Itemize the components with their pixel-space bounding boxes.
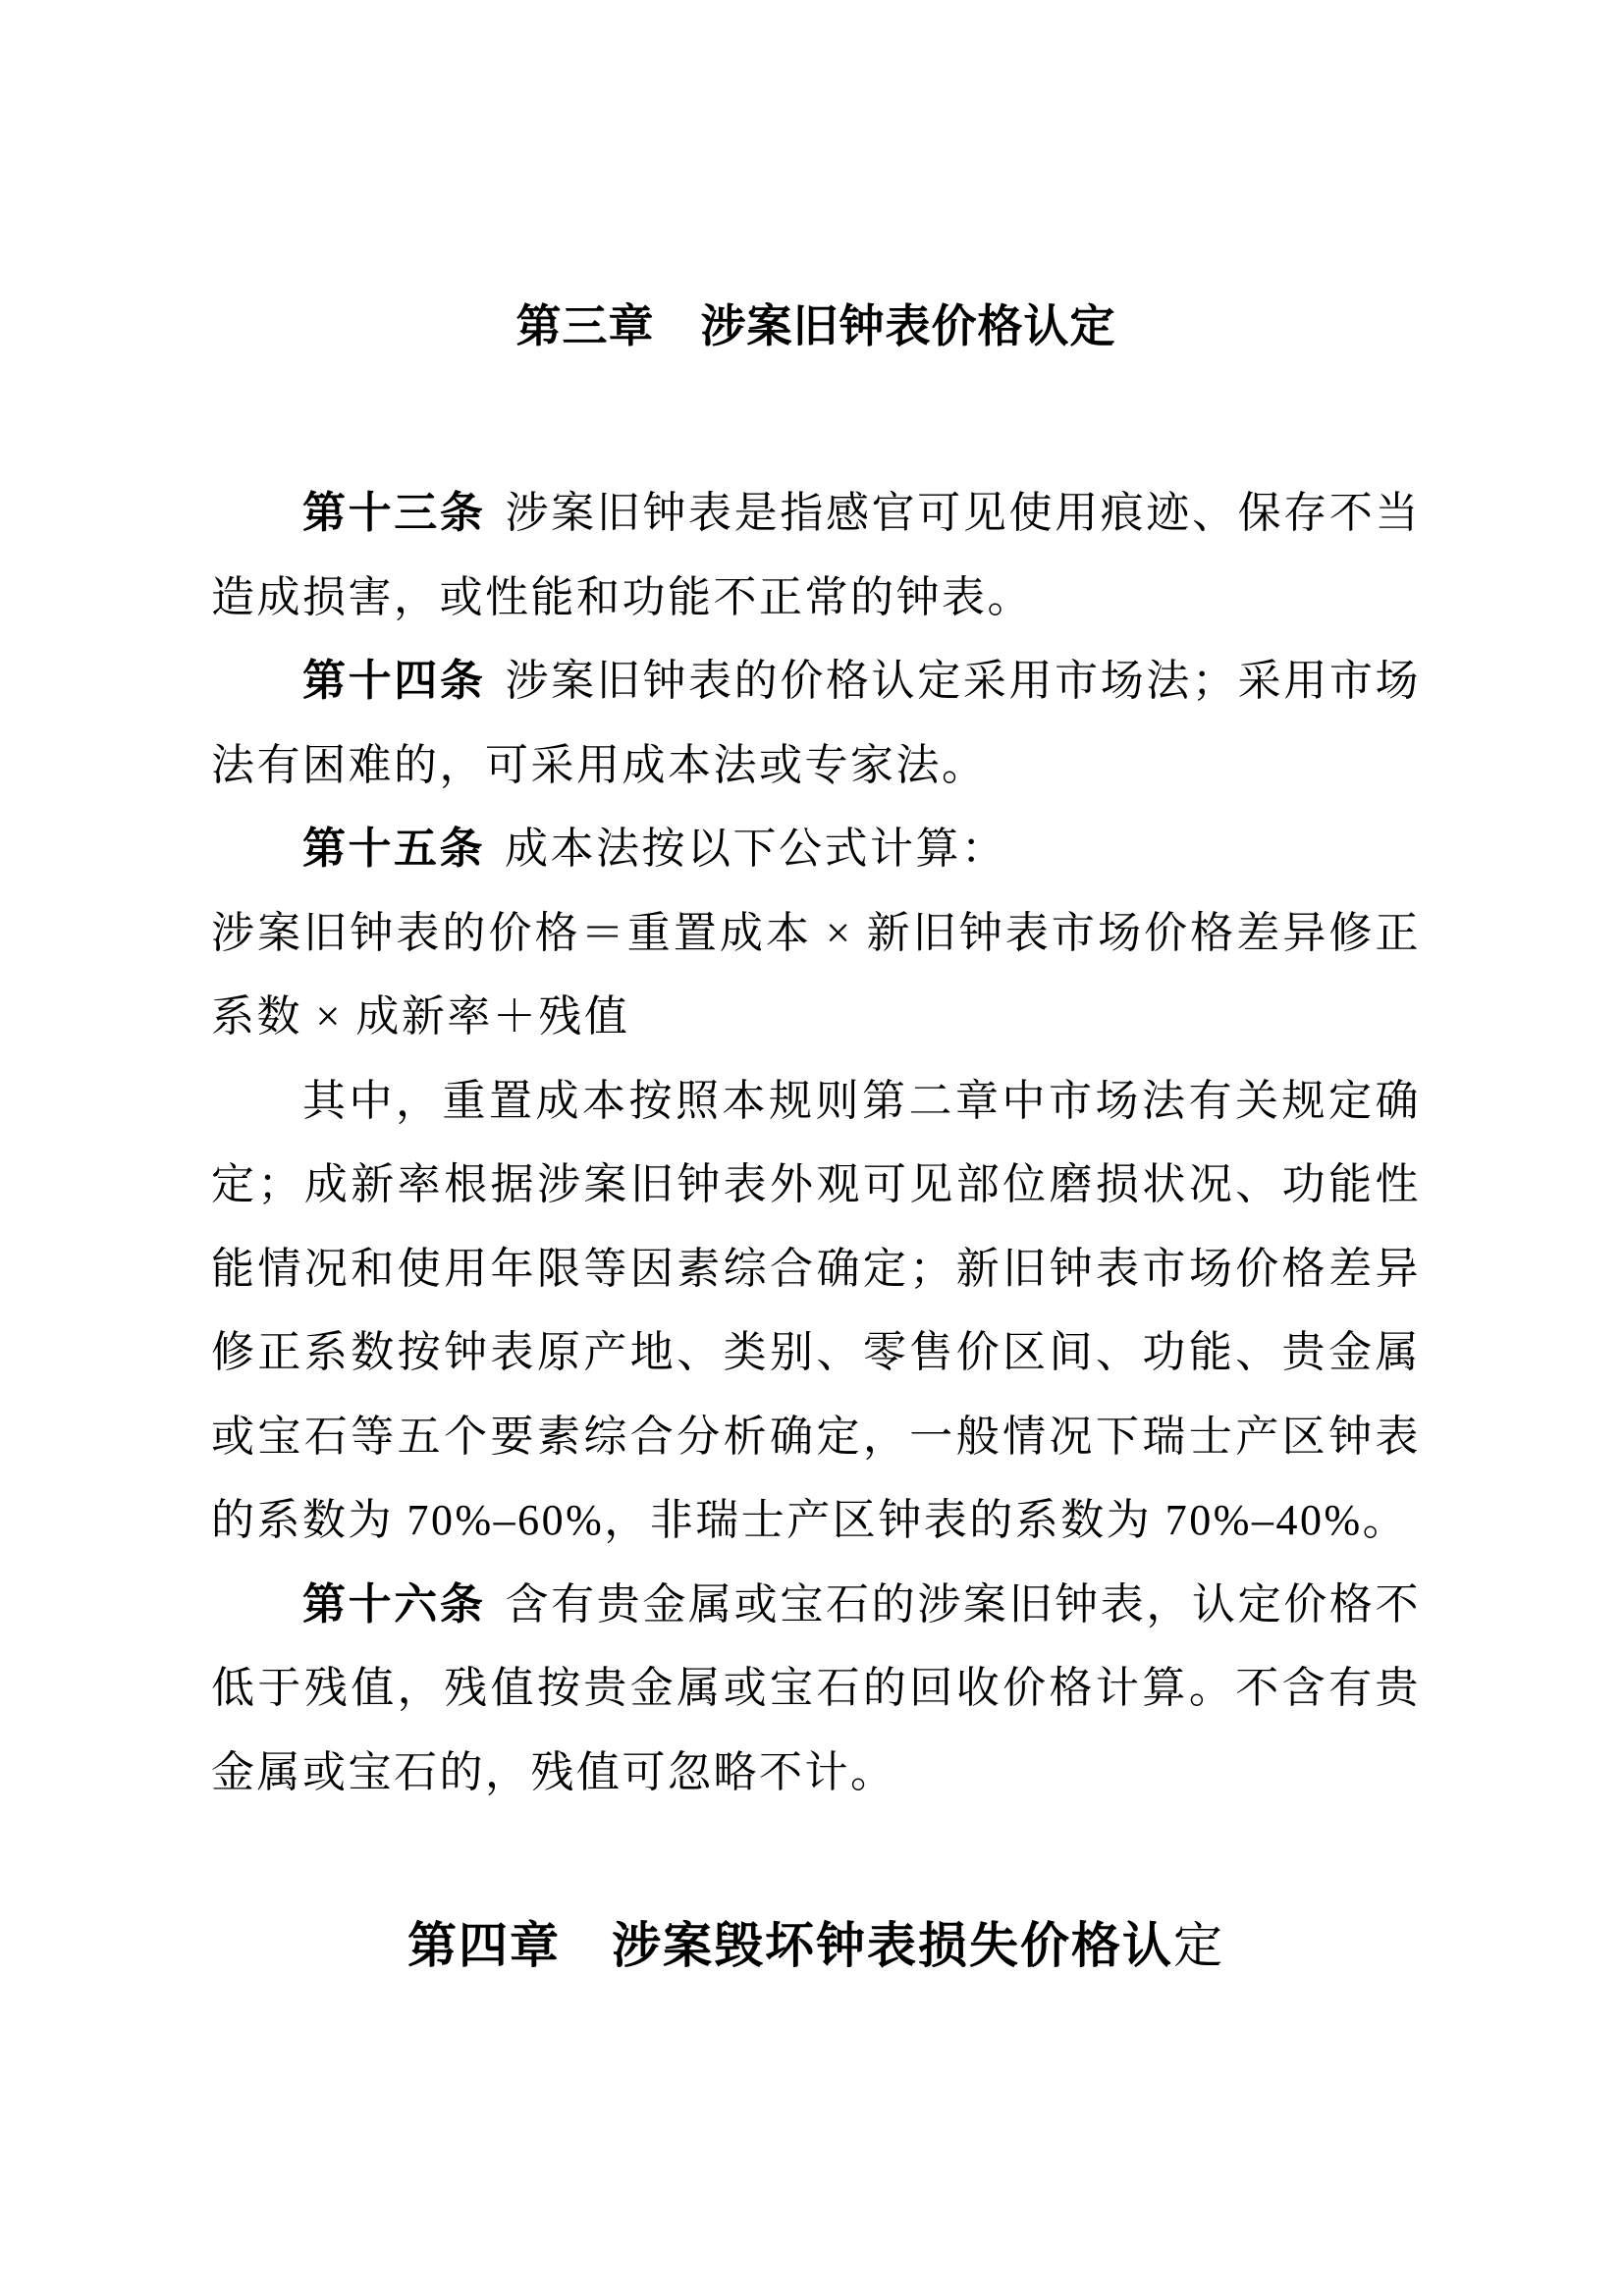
article-14-text: 涉案旧钟表的价格认定采用市场法；采用市场法有困难的，可采用成本法或专家法。 [211, 657, 1422, 789]
article-16-number: 第十六条 [302, 1579, 486, 1629]
article-15-paragraph [211, 807, 1421, 891]
chapter-4-title-tail: 定 [1173, 1918, 1224, 1973]
article-13-number: 第十三条 [302, 489, 486, 537]
article-15-text: 成本法按以下公式计算： [505, 825, 1007, 873]
article-14-paragraph [211, 639, 1421, 807]
chapter-3-heading: 第三章 涉案旧钟表价格认定 [515, 300, 1116, 351]
article-14-number: 第十四条 [302, 657, 486, 705]
chapter-4-title-bold: 第四章 涉案毁坏钟表损失价格认 [407, 1918, 1173, 1973]
article-16-text: 含有贵金属或宝石的涉案旧钟表，认定价格不低于残值，残值按贵金属或宝石的回收价格计算。不含有贵金属或宝石的，残值可忽略不计。 [211, 1579, 1422, 1796]
article-13-paragraph [211, 471, 1421, 639]
chapter-4-heading [211, 1916, 1421, 1975]
article-16-paragraph [211, 1563, 1421, 1815]
cost-method-formula: 涉案旧钟表的价格＝重置成本 × 新旧钟表市场价格差异修正系数 × 成新率＋残值 [211, 908, 1421, 1041]
article-15-number: 第十五条 [302, 825, 485, 873]
body-text [211, 471, 1421, 1814]
explanation-paragraph: 其中，重置成本按照本规则第二章中市场法有关规定确定；成新率根据涉案旧钟表外观可见部位磨损状况、功能性能情况和使用年限等因素综合确定；新旧钟表市场价格差异修正系数按钟表原产地、类别、零售价区间、功能、贵金属或宝石等五个要素综合分析确定，一般情况下瑞士产区钟表的系数为 70%–60%，非瑞士产区钟表的系数为 70%–40%。 [211, 1076, 1421, 1544]
article-13-text: 涉案旧钟表是指感官可见使用痕迹、保存不当造成损害，或性能和功能不正常的钟表。 [211, 489, 1422, 621]
